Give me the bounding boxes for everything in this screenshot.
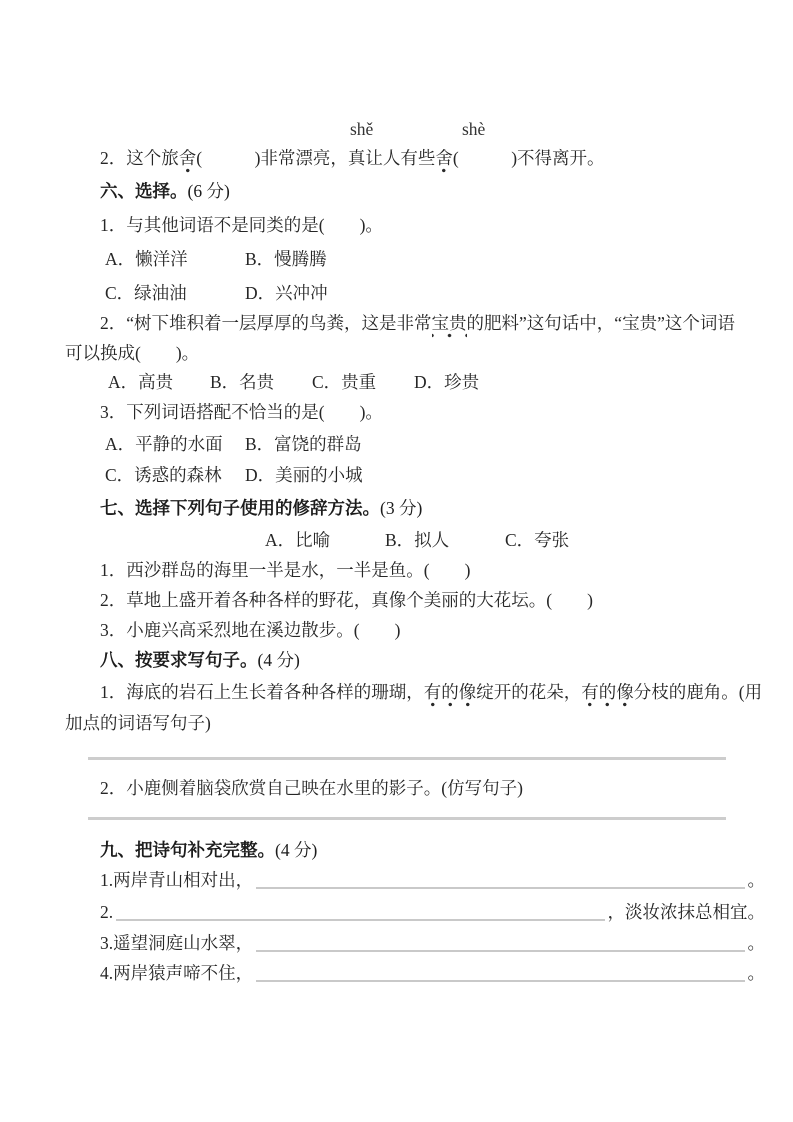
item-text: ( )非常漂亮，真让人有些: [196, 148, 436, 168]
pinyin-she4-label: shè: [462, 119, 486, 139]
option-d: D．兴冲冲: [245, 283, 328, 303]
stem-text: 分枝的鹿角。(用: [633, 682, 763, 702]
poem-lead: 4.两岸猿声啼不住，: [100, 963, 254, 983]
poem-lead: 3.遥望洞庭山水翠，: [100, 933, 254, 953]
section6-heading: [65, 179, 765, 203]
section6-title: 六、选择。: [100, 181, 188, 201]
section7-options-row: [65, 528, 793, 552]
blank-underline: [116, 918, 604, 921]
section9-points: (4 分): [275, 840, 318, 860]
section6-q2-options-row: [65, 370, 773, 394]
section6-q1-options-row1: [65, 247, 770, 271]
section7-points: (3 分): [380, 498, 423, 518]
section8-heading: [65, 648, 765, 672]
answer-writing-line: [88, 757, 726, 760]
option-c: C．夸张: [505, 530, 570, 550]
option-c: C．绿油油: [105, 283, 187, 303]
section8-q1-line2: 加点的词语写句子): [65, 713, 211, 733]
stem-text: 绽开的花朵，: [476, 682, 582, 702]
poem-tail: 。: [747, 870, 765, 890]
poem-lead: 1.两岸青山相对出，: [100, 870, 254, 890]
section6-q3-options-row1: [65, 432, 770, 456]
option-b: B．名贵: [210, 372, 275, 392]
item-text: 2．这个旅: [100, 148, 179, 168]
poem-line-2: [65, 900, 765, 924]
poem-line-1: [65, 868, 765, 892]
stem-text: 的肥料”这句话中，“宝贵”这个词语: [466, 313, 735, 333]
option-c: C．诱惑的森林: [105, 465, 222, 485]
dotted-word: 宝贵: [432, 313, 467, 338]
section6-q3-options-row2: [65, 463, 770, 487]
poem-line-3: [65, 931, 765, 955]
section6-q3-stem: 3．下列词语搭配不恰当的是( )。: [100, 402, 383, 422]
section6-q2-stem-line1: [65, 311, 765, 335]
option-b: B．富饶的群岛: [245, 434, 362, 454]
blank-underline: [256, 949, 744, 952]
poem-line-4: [65, 961, 765, 985]
stem-text: 1．海底的岩石上生长着各种各样的珊瑚，: [100, 682, 424, 702]
question-sheshe-item: [65, 146, 765, 170]
blank-underline: [256, 886, 744, 889]
pinyin-she3-label: shě: [350, 119, 374, 139]
option-a: A．高贵: [108, 372, 174, 392]
dotted-char: 舍: [179, 148, 197, 173]
poem-tail: 。: [747, 963, 765, 983]
poem-tail: 。: [747, 933, 765, 953]
blank-underline: [256, 979, 744, 982]
section8-q2-stem: 2．小鹿侧着脑袋欣赏自己映在水里的影子。(仿写句子): [100, 778, 523, 798]
stem-text: 2．“树下堆积着一层厚厚的鸟粪，这是非常: [100, 313, 432, 333]
option-b: B．拟人: [385, 530, 450, 550]
section7-item-3: 3．小鹿兴高采烈地在溪边散步。( ): [100, 620, 401, 640]
section7-heading: [65, 496, 765, 520]
section6-q1-stem: 1．与其他词语不是同类的是( )。: [100, 215, 383, 235]
dotted-char: 舍: [435, 148, 453, 173]
section8-title: 八、按要求写句子。: [100, 650, 258, 670]
section9-title: 九、把诗句补充完整。: [100, 840, 275, 860]
dotted-word: 有的像: [581, 682, 634, 707]
option-d: D．珍贵: [414, 372, 480, 392]
option-b: B．慢腾腾: [245, 249, 327, 269]
section8-q1-line1: [65, 680, 765, 704]
option-d: D．美丽的小城: [245, 465, 363, 485]
item-text: ( )不得离开。: [452, 148, 605, 168]
poem-tail: ，淡妆浓抹总相宜。: [607, 902, 765, 922]
section7-item-1: 1．西沙群岛的海里一半是水，一半是鱼。( ): [100, 560, 471, 580]
option-a: A．比喻: [265, 530, 331, 550]
dotted-word: 有的像: [424, 682, 477, 707]
section6-q2-stem-line2: 可以换成( )。: [65, 343, 200, 363]
section8-points: (4 分): [257, 650, 300, 670]
poem-lead: 2.: [100, 902, 114, 922]
section9-heading: [65, 838, 765, 862]
answer-writing-line: [88, 817, 726, 820]
option-a: A．平静的水面: [105, 434, 223, 454]
section6-q1-options-row2: [65, 281, 770, 305]
option-a: A．懒洋洋: [105, 249, 188, 269]
section7-title: 七、选择下列句子使用的修辞方法。: [100, 498, 380, 518]
section7-item-2: 2．草地上盛开着各种各样的野花，真像个美丽的大花坛。( ): [100, 590, 593, 610]
section6-points: (6 分): [187, 181, 230, 201]
option-c: C．贵重: [312, 372, 377, 392]
